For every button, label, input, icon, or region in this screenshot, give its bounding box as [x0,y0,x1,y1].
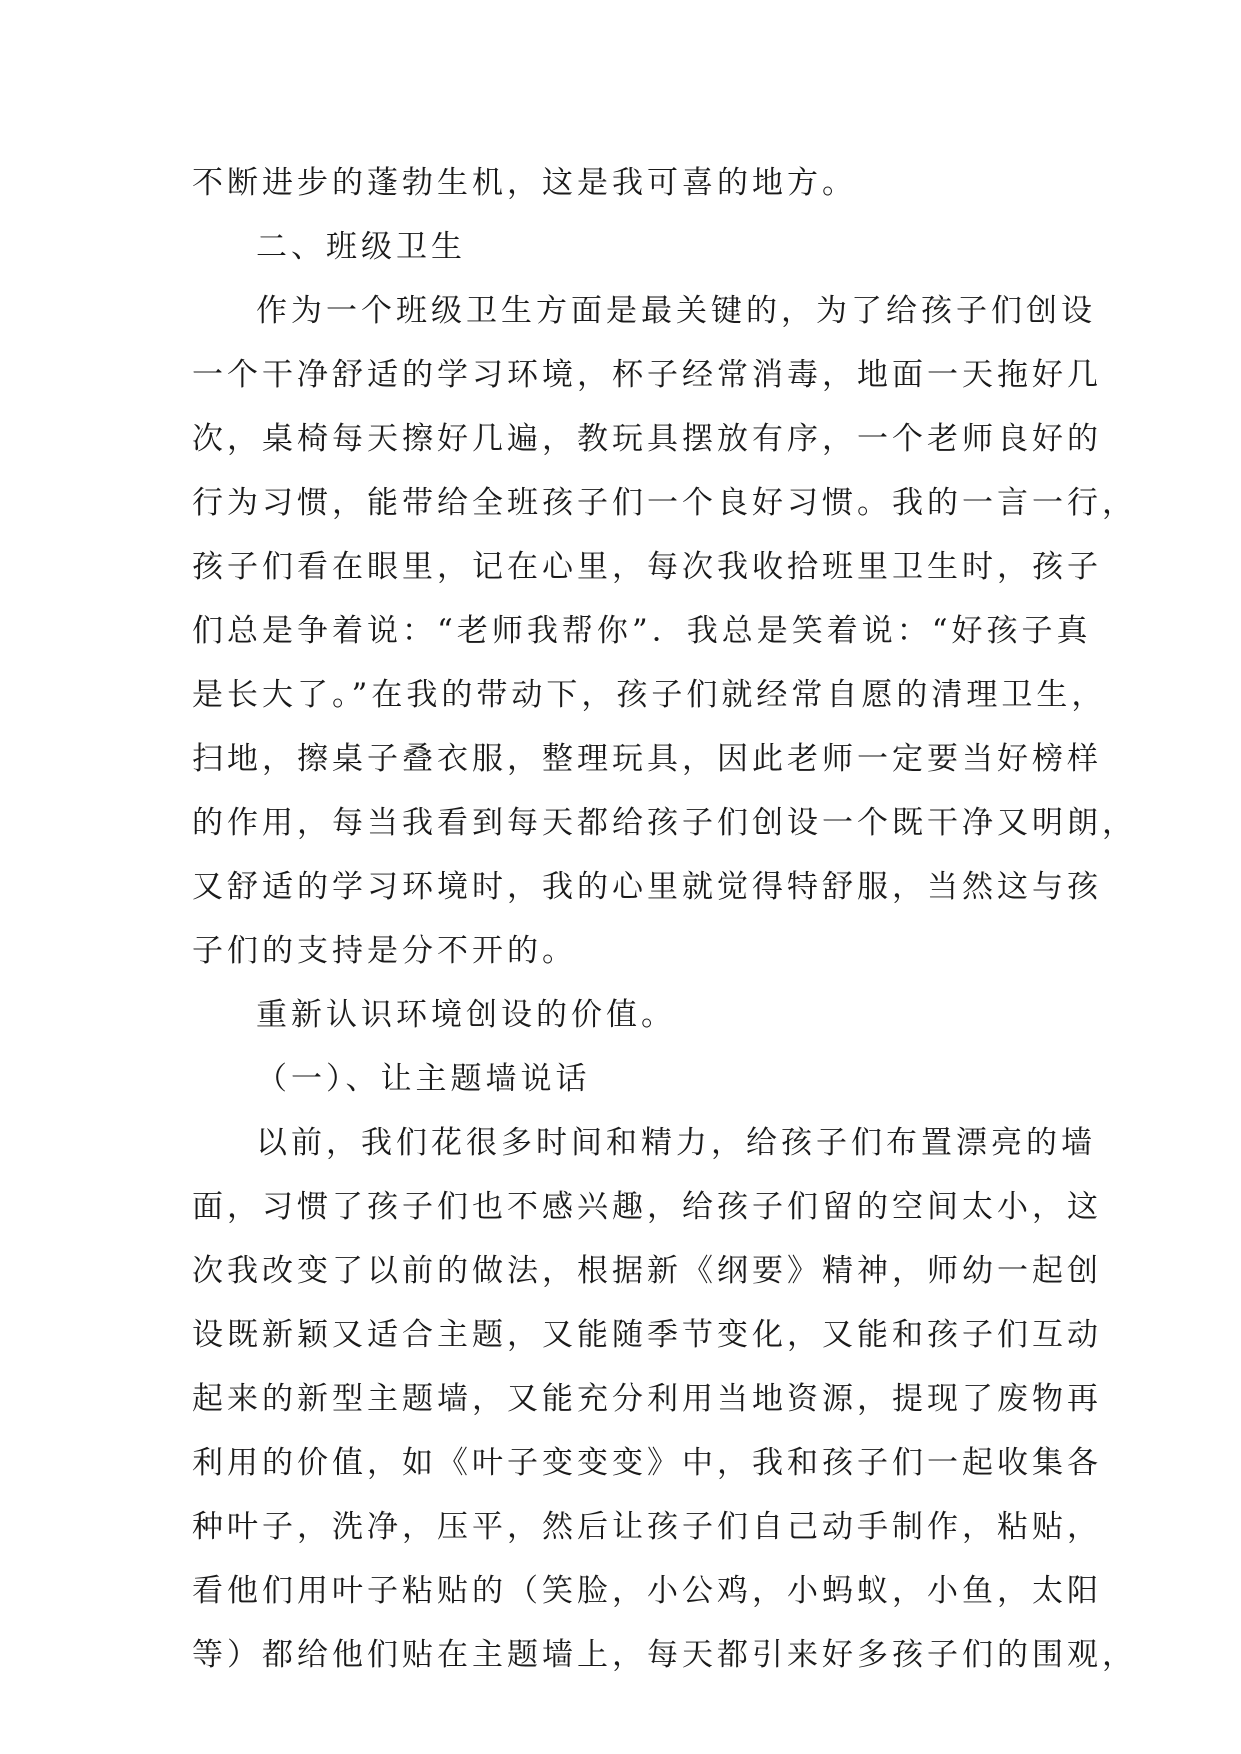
paragraph-line: 看他们用叶子粘贴的（笑脸，小公鸡，小蚂蚁，小鱼，太阳 [192,1573,1102,1609]
paragraph-line: 重新认识环境创设的价值。 [256,997,676,1033]
paragraph-line: 次我改变了以前的做法，根据新《纲要》精神，师幼一起创 [192,1253,1102,1289]
paragraph-line: 的作用，每当我看到每天都给孩子们创设一个既干净又明朗， [192,805,1137,841]
paragraph-line: 设既新颖又适合主题，又能随季节变化，又能和孩子们互动 [192,1317,1102,1353]
paragraph-line: 以前，我们花很多时间和精力，给孩子们布置漂亮的墙 [256,1125,1096,1161]
paragraph-line: 一个干净舒适的学习环境，杯子经常消毒，地面一天拖好几 [192,357,1102,393]
paragraph-line: 面，习惯了孩子们也不感兴趣，给孩子们留的空间太小，这 [192,1189,1102,1225]
paragraph-line: 种叶子，洗净，压平，然后让孩子们自己动手制作，粘贴， [192,1509,1102,1545]
paragraph-line: 利用的价值，如《叶子变变变》中，我和孩子们一起收集各 [192,1445,1102,1481]
paragraph-line: 作为一个班级卫生方面是最关键的，为了给孩子们创设 [256,293,1096,329]
subsection-heading: （一）、让主题墙说话 [256,1061,591,1097]
paragraph-line: 起来的新型主题墙，又能充分利用当地资源，提现了废物再 [192,1381,1102,1417]
paragraph-line: 行为习惯，能带给全班孩子们一个良好习惯。我的一言一行， [192,485,1137,521]
section-heading: 二、班级卫生 [256,229,466,265]
paragraph-line: 又舒适的学习环境时，我的心里就觉得特舒服，当然这与孩 [192,869,1102,905]
paragraph-line: 次，桌椅每天擦好几遍，教玩具摆放有序，一个老师良好的 [192,421,1102,457]
paragraph-line: 不断进步的蓬勃生机，这是我可喜的地方。 [192,165,857,201]
paragraph-line: 孩子们看在眼里，记在心里，每次我收拾班里卫生时，孩子 [192,549,1102,585]
paragraph-line: 等）都给他们贴在主题墙上，每天都引来好多孩子们的围观， [192,1637,1137,1673]
paragraph-line: 子们的支持是分不开的。 [192,933,577,969]
paragraph-line: 们总是争着说：“老师我帮你”．我总是笑着说：“好孩子真 [192,613,1092,649]
paragraph-line: 是长大了。”在我的带动下，孩子们就经常自愿的清理卫生， [192,677,1107,713]
paragraph-line: 扫地，擦桌子叠衣服，整理玩具，因此老师一定要当好榜样 [192,741,1102,777]
